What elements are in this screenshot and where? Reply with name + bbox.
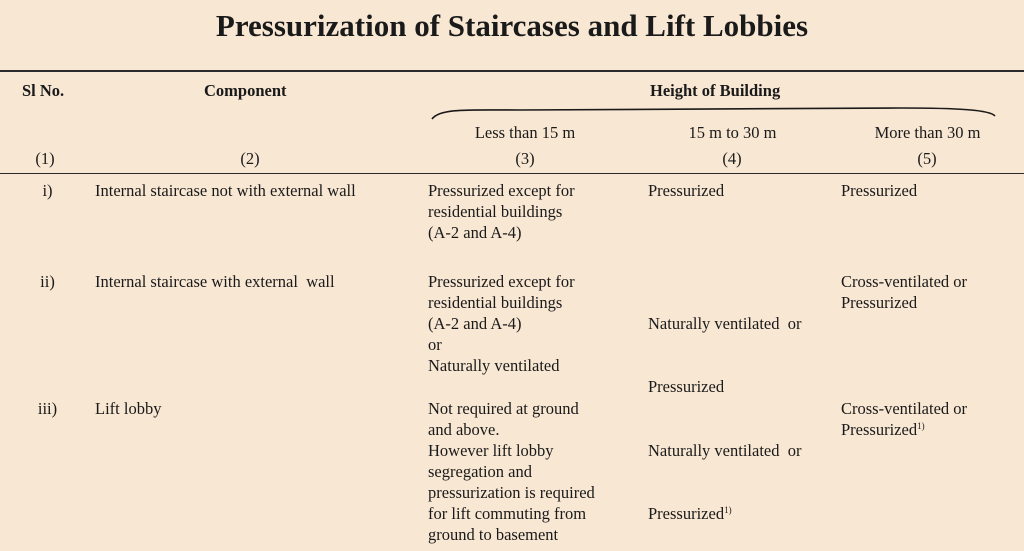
cell-more-than-30m <box>841 271 967 313</box>
cell-less-than-15m <box>428 271 575 376</box>
header-less-than-15m: Less than 15 m <box>474 123 576 142</box>
cell-line: Pressurized except for <box>428 181 575 200</box>
row-component: Lift lobby <box>95 399 162 418</box>
cell-line <box>841 419 967 440</box>
footnote-mark: 1) <box>724 505 732 515</box>
cell-line: Pressurized except for <box>428 272 575 291</box>
column-number: (1) <box>35 149 55 168</box>
header-bottom-rule <box>0 173 1024 174</box>
header-15m-to-30m: 15 m to 30 m <box>688 123 777 142</box>
cell-15m-to-30m <box>648 271 802 418</box>
row-component: Internal staircase with external wall <box>95 272 335 291</box>
footnote-mark: 1) <box>917 421 925 431</box>
column-number: (3) <box>515 149 535 168</box>
row-sl-no: iii) <box>37 399 58 418</box>
cell-line: Not required at ground <box>428 399 579 418</box>
header-component: Component <box>204 81 287 100</box>
cell-line: Naturally ventilated or <box>648 441 802 460</box>
row-component: Internal staircase not with external wall <box>95 181 356 200</box>
cell-line: ground to basement <box>428 525 559 544</box>
header-height-of-building: Height of Building <box>650 81 781 100</box>
cell-text: Pressurized <box>841 420 918 439</box>
row-sl-no: ii) <box>40 272 55 291</box>
column-number: (2) <box>240 149 260 168</box>
cell-line: (A-2 and A-4) <box>428 314 522 333</box>
cell-line: Pressurized <box>841 181 918 200</box>
cell-line: Cross-ventilated or <box>841 399 968 418</box>
cell-line: Naturally ventilated <box>428 356 560 375</box>
row-sl-no: i) <box>42 181 53 200</box>
cell-line: Pressurized <box>648 181 725 200</box>
cell-line: (A-2 and A-4) <box>428 223 522 242</box>
column-number: (4) <box>722 149 742 168</box>
cell-line: Cross-ventilated or <box>841 272 968 291</box>
cell-more-than-30m <box>841 180 917 201</box>
page-title: Pressurization of Staircases and Lift Lobbies <box>215 8 809 43</box>
cell-line: Pressurized <box>648 377 725 396</box>
cell-text: Pressurized <box>648 504 725 523</box>
header-more-than-30m: More than 30 m <box>874 123 981 142</box>
cell-line: However lift lobby <box>428 441 554 460</box>
cell-line: residential buildings <box>428 293 563 312</box>
cell-more-than-30m <box>841 398 967 440</box>
cell-line: Naturally ventilated or <box>648 314 802 333</box>
cell-line: or <box>428 335 442 354</box>
cell-line: pressurization is required <box>428 483 595 502</box>
cell-line: residential buildings <box>428 202 563 221</box>
cell-line <box>648 503 802 524</box>
cell-line: segregation and <box>428 462 533 481</box>
column-number: (5) <box>917 149 937 168</box>
cell-less-than-15m <box>428 180 575 243</box>
cell-line: and above. <box>428 420 500 439</box>
cell-15m-to-30m <box>648 398 802 545</box>
cell-line: for lift commuting from <box>428 504 587 523</box>
header-sl-no: Sl No. <box>22 81 65 100</box>
cell-15m-to-30m <box>648 180 724 201</box>
cell-line: Pressurized <box>841 293 918 312</box>
cell-less-than-15m <box>428 398 595 545</box>
